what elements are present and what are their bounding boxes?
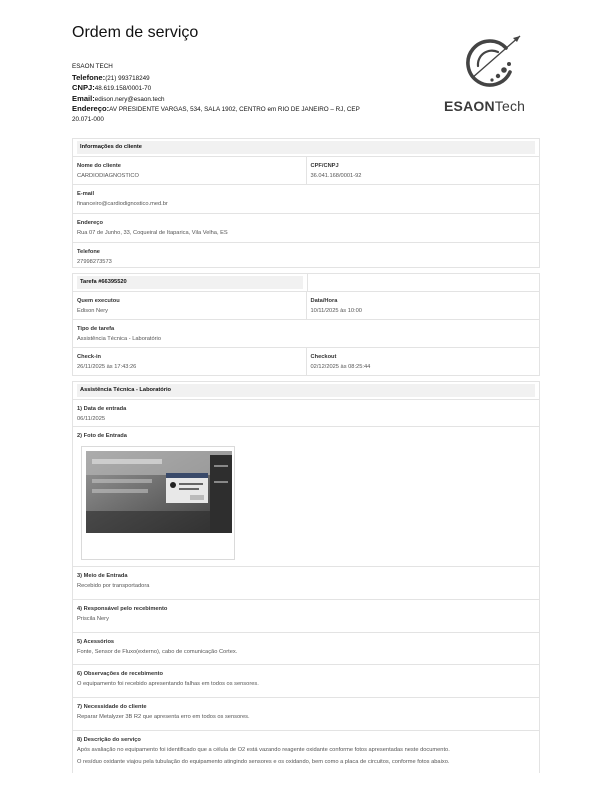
receiver-label: 4) Responsável pelo recebimento bbox=[77, 606, 168, 612]
accessories-label: 5) Acessórios bbox=[77, 639, 115, 645]
company-cnpj-label: CNPJ: bbox=[72, 83, 95, 93]
client-address-label: Endereço bbox=[77, 220, 103, 226]
service-description-row bbox=[73, 730, 539, 778]
client-info-header: Informações do cliente bbox=[77, 141, 535, 154]
task-type-row bbox=[73, 319, 539, 347]
entry-means: Recebido por transportadora bbox=[77, 583, 150, 589]
client-info-section bbox=[72, 138, 540, 268]
logo-text-bold: ESAON bbox=[444, 98, 495, 114]
service-description-line-2: O resíduo oxidante viajou pela tubulação do equipamento atingindo sensores e os oxidando, bem como a placa de circuitos, conforme fotos abaixo. bbox=[77, 759, 450, 765]
service-client-need-row bbox=[73, 697, 539, 730]
entry-means-label: 3) Meio de Entrada bbox=[77, 573, 128, 579]
logo-wordmark bbox=[444, 98, 525, 114]
task-checkin-label: Check-in bbox=[77, 354, 102, 360]
service-description-label: 8) Descrição do serviço bbox=[77, 737, 141, 743]
logo-mark-icon bbox=[458, 32, 528, 98]
task-checkin-cell bbox=[73, 348, 306, 375]
service-description-line-1: Após avaliação no equipamento foi identificado que a célula de O2 está vazando reagente oxidante conforme fotos apresentadas neste documento. bbox=[77, 747, 450, 753]
task-type-cell bbox=[73, 320, 539, 347]
entry-photo-label: 2) Foto de Entrada bbox=[77, 433, 127, 439]
service-entry-photo-row bbox=[73, 426, 539, 566]
equipment-photo-icon bbox=[86, 451, 232, 533]
company-name: ESAON TECH bbox=[72, 63, 113, 70]
task-executor-cell bbox=[73, 292, 306, 319]
task-type-label: Tipo de tarefa bbox=[77, 326, 115, 332]
entry-photo-frame bbox=[81, 446, 235, 560]
client-phone-row bbox=[73, 242, 539, 269]
service-header: Assistência Técnica - Laboratório bbox=[77, 384, 535, 397]
company-phone: (21) 993718249 bbox=[105, 74, 150, 82]
task-checkout-label: Checkout bbox=[310, 354, 337, 360]
service-entry-date-row bbox=[73, 399, 539, 426]
company-email-label: Email: bbox=[72, 93, 95, 103]
task-executor-row bbox=[73, 291, 539, 319]
company-phone-row bbox=[72, 73, 372, 84]
company-address-label: Endereço: bbox=[72, 104, 110, 114]
accessories: Fonte, Sensor de Fluxo(externo), cabo de comunicação Cortex. bbox=[77, 649, 238, 655]
client-address: Rua 07 de Junho, 33, Coqueiral de Itaparica, Vila Velha, ES bbox=[77, 230, 228, 236]
client-address-cell bbox=[73, 214, 539, 242]
company-logo bbox=[444, 32, 540, 116]
client-name-cell bbox=[73, 157, 306, 184]
observations: O equipamento foi recebido apresentando falhas em todos os sensores. bbox=[77, 681, 259, 687]
client-need: Reparar Metalyzer 3B R2 que apresenta erro em todos os sensores. bbox=[77, 714, 250, 720]
company-cnpj-row bbox=[72, 83, 372, 94]
entry-date: 06/11/2025 bbox=[77, 416, 106, 422]
task-header: Tarefa #66395520 bbox=[77, 276, 303, 289]
client-email-label: E-mail bbox=[77, 191, 95, 197]
task-datetime-cell bbox=[306, 292, 540, 319]
task-checkout: 02/12/2025 às 08:25:44 bbox=[310, 364, 371, 370]
service-accessories-row bbox=[73, 632, 539, 664]
service-observations-row bbox=[73, 664, 539, 697]
company-email: edison.nery@esaon.tech bbox=[94, 95, 165, 103]
task-section bbox=[72, 273, 540, 376]
client-email-cell bbox=[73, 185, 539, 213]
client-name-row bbox=[73, 156, 539, 184]
receiver: Priscila Nery bbox=[77, 616, 109, 622]
service-entry-means-row bbox=[73, 566, 539, 599]
company-email-row bbox=[72, 94, 372, 105]
page-title: Ordem de serviço bbox=[72, 24, 199, 41]
task-header-row bbox=[73, 274, 539, 291]
observations-label: 6) Observações de recebimento bbox=[77, 671, 163, 677]
client-phone-cell bbox=[73, 243, 539, 269]
company-cnpj: 48.619.158/0001-70 bbox=[94, 85, 152, 93]
task-checkout-cell bbox=[306, 348, 540, 375]
client-need-label: 7) Necessidade do cliente bbox=[77, 704, 147, 710]
task-type: Assistência Técnica - Laboratório bbox=[77, 336, 161, 342]
entry-date-label: 1) Data de entrada bbox=[77, 406, 127, 412]
task-executor: Edison Nery bbox=[77, 308, 108, 314]
service-section bbox=[72, 381, 540, 773]
client-cnpj: 36.041.168/0001-92 bbox=[310, 173, 362, 179]
client-address-row bbox=[73, 213, 539, 242]
company-phone-label: Telefone: bbox=[72, 72, 106, 82]
service-receiver-row bbox=[73, 599, 539, 632]
client-phone: 27998273573 bbox=[77, 259, 112, 265]
entry-photo bbox=[86, 451, 232, 533]
task-check-row bbox=[73, 347, 539, 375]
task-executor-label: Quem executou bbox=[77, 298, 120, 304]
company-info bbox=[72, 62, 372, 125]
company-address-row bbox=[72, 104, 372, 124]
client-email: financeiro@cardiodignostico.med.br bbox=[77, 201, 168, 207]
client-name: CARDIODIAGNOSTICO bbox=[77, 173, 139, 179]
logo-text-light: Tech bbox=[494, 98, 526, 114]
client-cnpj-cell bbox=[306, 157, 540, 184]
task-checkin: 26/11/2025 às 17:43:26 bbox=[77, 364, 137, 370]
client-cnpj-label: CPF/CNPJ bbox=[310, 163, 339, 169]
client-name-label: Nome do cliente bbox=[77, 163, 121, 169]
task-datetime: 10/11/2025 às 10:00 bbox=[310, 308, 362, 314]
client-phone-label: Telefone bbox=[77, 249, 100, 255]
client-email-row bbox=[73, 184, 539, 213]
company-address: AV PRESIDENTE VARGAS, 534, SALA 1902, CENTRO em RIO DE JANEIRO – RJ, CEP 20.071-000 bbox=[72, 106, 360, 123]
task-datetime-label: Data/Hora bbox=[310, 298, 338, 304]
